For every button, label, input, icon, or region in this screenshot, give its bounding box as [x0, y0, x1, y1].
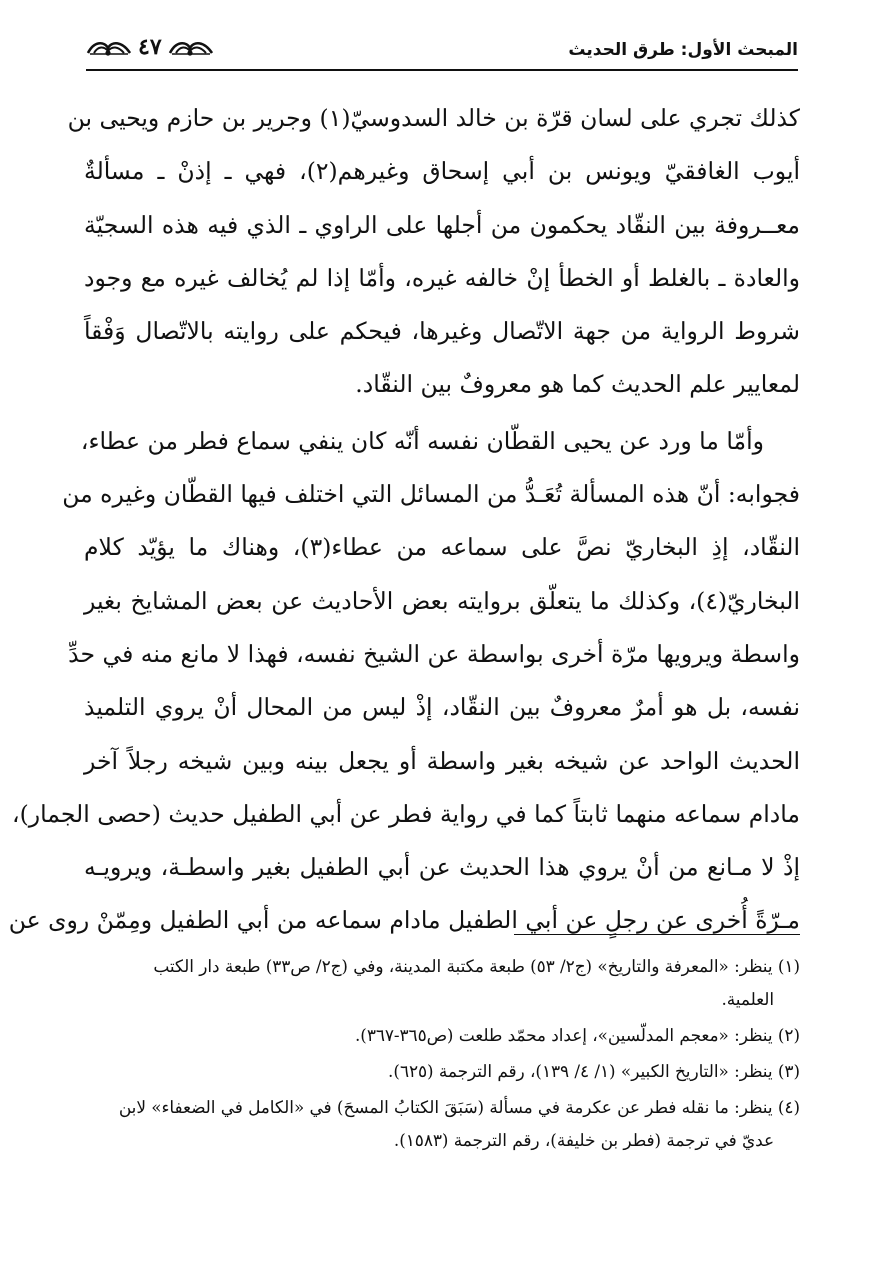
footnote-text: (٣) ينظر: «التاريخ الكبير» (١/ ٤/ ١٣٩)، رقم الترجمة (٦٢٥). [388, 1061, 800, 1081]
text-line: مـرّةً أُخرى عن رجلٍ عن أبي الطفيل مادام سماعه من أبي الطفيل ومِمّنْ روى عن [8, 906, 800, 935]
footnote [84, 1019, 800, 1052]
text-line: كذلك تجري على لسان قرّة بن خالد السدوسيّ(١) وجرير بن حازم ويحيى بن [67, 104, 800, 132]
footnote-text: (٤) ينظر: ما نقله فطر عن عكرمة في مسألة (سَبَقَ الكتابُ المسحَ) في «الكامل في الضعفاء» لابن [118, 1097, 800, 1117]
text-line: واسطة ويرويها مرّة أخرى بواسطة عن الشيخ نفسه، فهذا لا مانع منه في حدِّ [68, 639, 800, 668]
text-line: نفسه، بل هو أمرٌ معروفٌ بين النقّاد، إذْ ليس من المحال أنْ يروي التلميذ [84, 693, 800, 722]
page-number-group [86, 34, 214, 60]
paragraph [67, 92, 801, 412]
paragraph [8, 415, 800, 948]
text-line: إذْ لا مـانع من أنْ يروي هذا الحديث عن أبي الطفيل بغير واسطـة، ويرويـه [84, 853, 800, 882]
floral-ornament-icon [86, 36, 132, 58]
header-divider [86, 69, 798, 71]
footnote-text: (٢) ينظر: «معجم المدلّسين»، إعداد محمّد طلعت (ص٣٦٥-٣٦٧). [354, 1025, 800, 1045]
footnote [84, 950, 800, 1016]
text-line: فجوابه: أنّ هذه المسألة تُعَـدُّ من المسائل التي اختلف فيها القطّان وغيره من [62, 480, 800, 509]
footnote-divider [514, 934, 800, 935]
text-line: الحديث الواحد عن شيخه بغير واسطة أو يجعل بينه وبين شيخه رجلاً آخر [84, 746, 800, 775]
text-line: شروط الرواية من جهة الاتّصال وغيرها، فيحكم على روايته بالاتّصال وَفْقاً [84, 317, 800, 346]
text-line: البخاريّ(٤)، وكذلك ما يتعلّق بروايته بعض الأحاديث عن بعض المشايخ بغير [84, 586, 800, 615]
text-line: وأمّا ما ورد عن يحيى القطّان نفسه أنّه كان ينفي سماع فطر من عطاء، [80, 426, 764, 455]
text-line: مادام سماعه منهما ثابتاً كما في رواية فطر عن أبي الطفيل حديث (حصى الجمار)، [12, 799, 800, 828]
page-number: ٤٧ [138, 34, 162, 60]
footnote [84, 1091, 800, 1157]
chapter-title: المبحث الأول: طرق الحديث [568, 40, 798, 60]
text-line: والعادة ـ بالغلط أو الخطأ إنْ خالفه غيره، وأمّا إذا لم يُخالف غيره مع وجود [84, 263, 800, 292]
footnotes [84, 950, 800, 1160]
floral-ornament-icon [168, 36, 214, 58]
running-header [86, 34, 798, 70]
text-line: النقّاد، إذِ البخاريّ نصَّ على سماعه من عطاء(٣)، وهناك ما يؤيّد كلام [84, 533, 800, 562]
footnote-text: عديّ في ترجمة (فطر بن خليفة)، رقم الترجمة (١٥٨٣). [393, 1130, 774, 1150]
footnote-text: (١) ينظر: «المعرفة والتاريخ» (ج٢/ ٥٣) طبعة مكتبة المدينة، وفي (ج٢/ ص٣٣) طبعة دار الكتب [153, 956, 800, 976]
main-text [8, 92, 801, 948]
text-line: لمعايير علم الحديث كما هو معروفٌ بين النقّاد. [355, 370, 800, 399]
footnote [84, 1055, 800, 1088]
footnote-text: العلمية. [721, 989, 774, 1009]
text-line: أيوب الغافقيّ ويونس بن أبي إسحاق وغيرهم(٢)، فهي ـ إذنْ ـ مسألةٌ [84, 157, 801, 186]
text-line: معــروفة بين النقّاد يحكمون من أجلها على الراوي ـ الذي فيه هذه السجيّة [84, 210, 800, 239]
